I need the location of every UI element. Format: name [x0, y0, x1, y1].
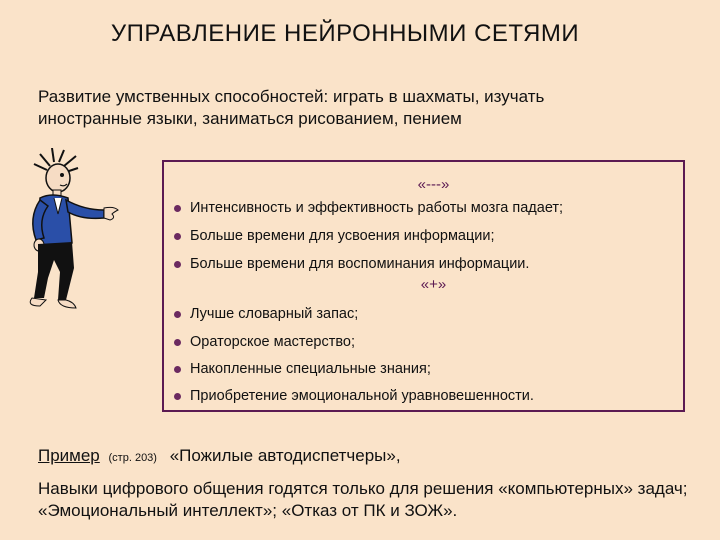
list-item — [174, 306, 358, 322]
list-item — [174, 228, 495, 244]
intro-text: Развитие умственных способностей: играть в шахматы, изучать иностранные языки, заниматься рисованием, пением — [38, 87, 545, 128]
list-item-text: Накопленные специальные знания; — [190, 361, 431, 377]
list-item — [174, 388, 534, 404]
example-label: Пример — [38, 446, 100, 465]
list-item-text: Интенсивность и эффективность работы мозга падает; — [190, 200, 564, 216]
list-item-text: Ораторское мастерство; — [190, 334, 356, 350]
minus-heading: «---» — [417, 176, 450, 193]
example-text: «Пожилые автодиспетчеры», — [169, 446, 401, 465]
bullet-icon — [174, 339, 181, 346]
pros-cons-box — [162, 160, 685, 412]
list-item — [174, 334, 355, 350]
list-item-text: Больше времени для воспоминания информации. — [190, 256, 530, 272]
bullet-icon — [174, 261, 181, 268]
bullet-icon — [174, 233, 181, 240]
bullet-icon — [174, 393, 181, 400]
bullet-icon — [174, 366, 181, 373]
closing-text: Навыки цифрового общения годятся только для решения «компьютерных» задач; «Эмоциональный интеллект»; «Отказ от ПК и ЗОЖ». — [38, 479, 688, 520]
plus-heading: «+» — [420, 276, 447, 293]
list-item — [174, 200, 563, 216]
bullet-icon — [174, 311, 181, 318]
list-item-text: Лучше словарный запас; — [190, 306, 359, 322]
list-item-text: Приобретение эмоциональной уравновешенности. — [190, 388, 534, 404]
list-item — [174, 256, 529, 272]
example-page-ref: (стр. 203) — [108, 452, 157, 464]
example-line — [38, 446, 401, 466]
list-item — [174, 361, 431, 377]
page-title: УПРАВЛЕНИЕ НЕЙРОННЫМИ СЕТЯМИ — [110, 20, 580, 47]
cartoon-man-illustration — [22, 148, 142, 313]
bullet-icon — [174, 205, 181, 212]
list-item-text: Больше времени для усвоения информации; — [190, 228, 495, 244]
